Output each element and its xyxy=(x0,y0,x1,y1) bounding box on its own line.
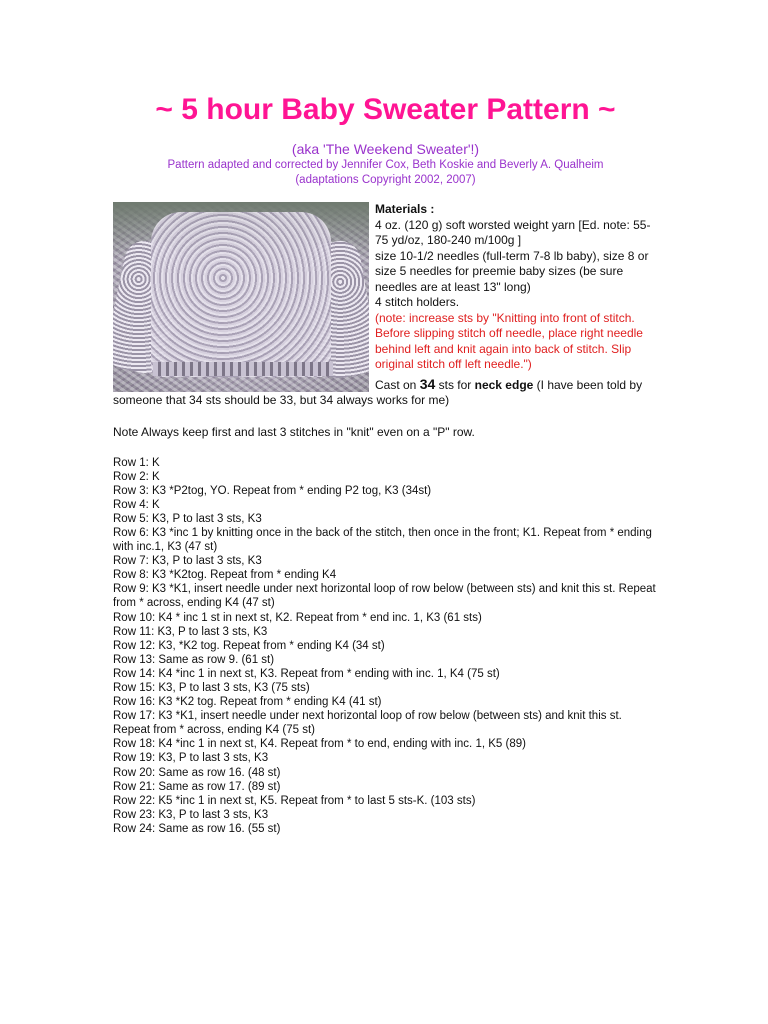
sweater-photo xyxy=(113,202,369,392)
row-item: Row 20: Same as row 16. (48 st) xyxy=(113,766,281,779)
cast-on-suffix: (I have been told by someone that 34 sts should be 33, but 34 always works for me) xyxy=(113,377,643,407)
cast-on-count: 34 xyxy=(419,375,436,392)
row-item: Row 2: K xyxy=(113,470,160,483)
row-item: Row 12: K3, *K2 tog. Repeat from * ending K4 (34 st) xyxy=(113,639,385,652)
row-item: Row 15: K3, P to last 3 sts, K3 (75 sts) xyxy=(113,682,310,694)
row-item: Row 1: K xyxy=(113,456,160,469)
materials-line: 4 oz. (120 g) soft worsted weight yarn [Ed. note: 55-75 yd/oz, 180-240 m/100g ] xyxy=(375,217,651,247)
cast-on-prefix: Cast on xyxy=(375,377,420,392)
cast-on-bold: neck edge xyxy=(474,377,534,392)
row-item: Row 21: Same as row 17. (89 st) xyxy=(113,780,281,793)
increase-note: (note: increase sts by "Knitting into front of stitch. Before slipping stitch off needle, place right needle behind left and knit again into back of stitch. Slip original stitch off left needle.") xyxy=(375,310,643,371)
row-item: Row 4: K xyxy=(113,498,160,511)
row-item: Row 22: K5 *inc 1 in next st, K5. Repeat from * to last 5 sts-K. (103 sts) xyxy=(113,794,476,807)
row-item: Row 11: K3, P to last 3 sts, K3 xyxy=(113,625,268,638)
materials-label: Materials : xyxy=(375,202,435,216)
row-item: Row 7: K3, P to last 3 sts, K3 xyxy=(113,555,262,568)
row-item: Row 23: K3, P to last 3 sts, K3 xyxy=(113,808,269,821)
row-item: Row 17: K3 *K1, insert needle under next horizontal loop of row below (between sts) and knit this st. Repeat from * across, ending K4 (75 st) xyxy=(113,710,622,737)
page-subtitle: (aka 'The Weekend Sweater'!) xyxy=(291,141,480,157)
row-instructions xyxy=(113,456,658,837)
row-item: Row 8: K3 *K2tog. Repeat from * ending K4 xyxy=(113,569,337,582)
knit-note: Note Always keep first and last 3 stitches in "knit" even on a "P" row. xyxy=(113,424,475,439)
materials-line: 4 stitch holders. xyxy=(375,295,460,309)
row-item: Row 24: Same as row 16. (55 st) xyxy=(113,822,281,835)
row-item: Row 19: K3, P to last 3 sts, K3 xyxy=(113,752,269,765)
materials-line: size 10-1/2 needles (full-term 7-8 lb baby), size 8 or size 5 needles for preemie baby sizes (be sure needles are at least 13" long) xyxy=(375,248,649,294)
row-item: Row 16: K3 *K2 tog. Repeat from * ending K4 (41 st) xyxy=(113,696,382,709)
row-item: Row 3: K3 *P2tog, YO. Repeat from * ending P2 tog, K3 (34st) xyxy=(113,484,432,497)
row-item: Row 5: K3, P to last 3 sts, K3 xyxy=(113,512,262,525)
row-item: Row 14: K4 *inc 1 in next st, K3. Repeat from * ending with inc. 1, K4 (75 st) xyxy=(113,667,500,680)
cast-on-middle: sts for xyxy=(435,377,475,392)
credit-line-1: Pattern adapted and corrected by Jennifer Cox, Beth Koskie and Beverly A. Qualheim xyxy=(167,159,604,171)
row-item: Row 10: K4 * inc 1 st in next st, K2. Repeat from * end inc. 1, K3 (61 sts) xyxy=(113,611,482,624)
credit-line-2: (adaptations Copyright 2002, 2007) xyxy=(295,174,476,186)
row-item: Row 9: K3 *K1, insert needle under next horizontal loop of row below (between sts) and knit this st. Repeat from * across, ending K4 (47 st) xyxy=(113,583,656,610)
page-title: ~ 5 hour Baby Sweater Pattern ~ xyxy=(155,93,616,126)
document-page xyxy=(113,88,658,836)
materials-section xyxy=(113,202,658,409)
row-item: Row 18: K4 *inc 1 in next st, K4. Repeat from * to end, ending with inc. 1, K5 (89) xyxy=(113,738,526,751)
row-item: Row 13: Same as row 9. (61 st) xyxy=(113,653,275,666)
row-item: Row 6: K3 *inc 1 by knitting once in the back of the stitch, then once in the front; K1. Repeat from * ending with inc.1, K3 (47 st) xyxy=(113,526,652,554)
